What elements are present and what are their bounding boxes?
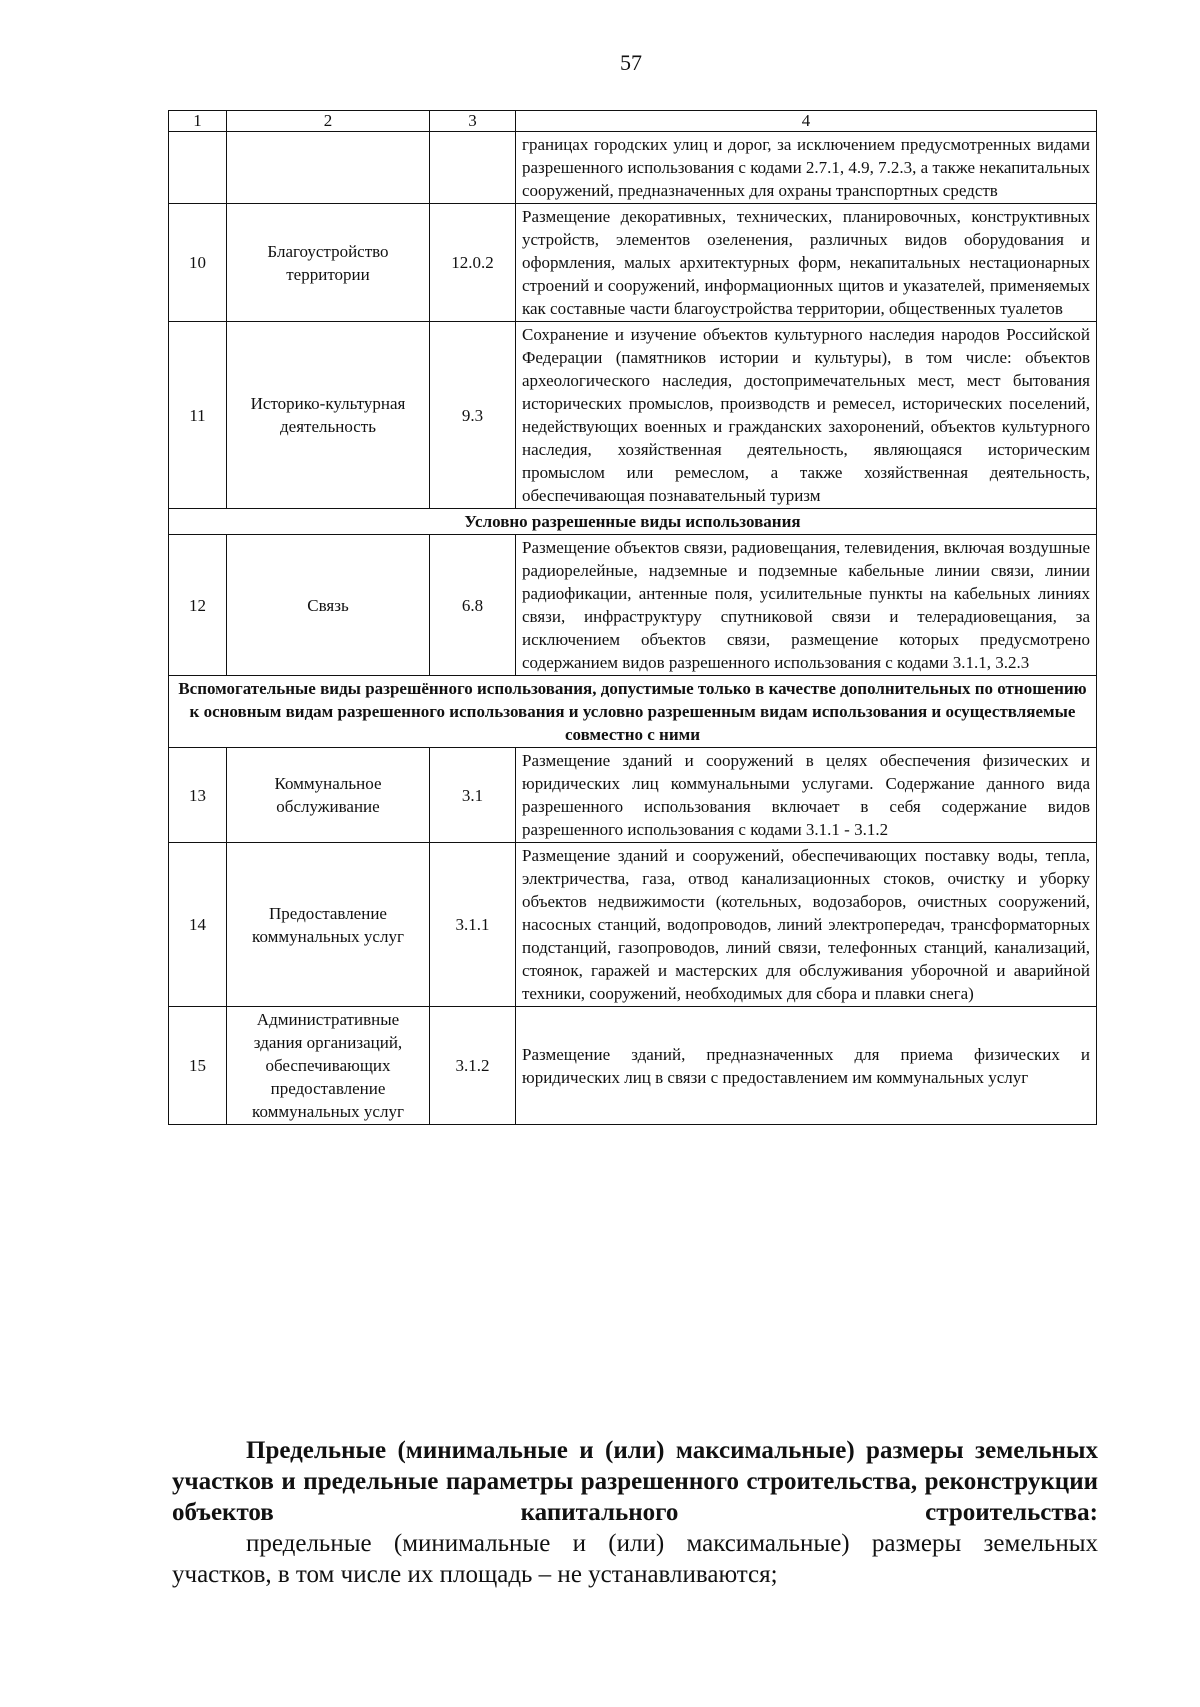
land-use-table [168, 110, 1097, 1125]
limits-heading: Предельные (минимальные и (или) максимальные) размеры земельных участков и предельные параметры разрешенного строительства, реконструкции объектов капитального строительства: [172, 1437, 1098, 1526]
use-type-code: 3.1.2 [430, 1007, 516, 1125]
use-type-code: 9.3 [430, 322, 516, 509]
use-type-code: 3.1 [430, 748, 516, 843]
use-type-code: 12.0.2 [430, 204, 516, 322]
column-header: 3 [430, 111, 516, 132]
table-row [169, 748, 1097, 843]
use-type-description: Размещение зданий, предназначенных для приема физических и юридических лиц в связи с предоставлением им коммунальных услуг [516, 1007, 1097, 1125]
table-header-row [169, 111, 1097, 132]
table-row [169, 535, 1097, 676]
column-header: 2 [227, 111, 430, 132]
table-row [169, 132, 1097, 204]
use-type-name: Административные здания организаций, обеспечивающих предоставление коммунальных услуг [227, 1007, 430, 1125]
limits-paragraph: предельные (минимальные и (или) максимальные) размеры земельных участков, в том числе их площадь – не устанавливаются; [172, 1530, 1098, 1588]
use-type-name: Благоустройство территории [227, 204, 430, 322]
use-type-description: Сохранение и изучение объектов культурного наследия народов Российской Федерации (памятников истории и культуры), в том числе: объектов археологического наследия, достопримечательных мест, мест бытования исторических промыслов, производств и ремесел, исторических поселений, недействующих военных и гражданских захоронений, объектов культурного наследия, хозяйственная деятельность, являющаяся историческим промыслом или ремеслом, а также хозяйственная деятельность, обеспечивающая познавательный туризм [516, 322, 1097, 509]
use-type-description: Размещение зданий и сооружений, обеспечивающих поставку воды, тепла, электричества, газа, отвод канализационных стоков, очистку и уборку объектов недвижимости (котельных, водозаборов, очистных сооружений, насосных станций, водопроводов, линий электропередач, трансформаторных подстанций, газопроводов, линий связи, телефонных станций, канализаций, стоянок, гаражей и мастерских для обслуживания уборочной и аварийной техники, сооружений, необходимых для сбора и плавки снега) [516, 843, 1097, 1007]
row-number: 11 [169, 322, 227, 509]
section-title-auxiliary: Вспомогательные виды разрешённого использования, допустимые только в качестве дополнительных по отношению к основным видам разрешенного использования и условно разрешенным видам использования и осуществляемые совместно с ними [169, 676, 1097, 748]
use-type-description: Размещение декоративных, технических, планировочных, конструктивных устройств, элементов озеленения, различных видов оборудования и оформления, малых архитектурных форм, некапитальных нестационарных строений и сооружений, информационных щитов и указателей, применяемых как составные части благоустройства территории, общественных туалетов [516, 204, 1097, 322]
row-number: 15 [169, 1007, 227, 1125]
use-type-description: Размещение объектов связи, радиовещания, телевидения, включая воздушные радиорелейные, надземные и подземные кабельные линии связи, линии радиофикации, антенные поля, усилительные пункты на кабельных линиях связи, инфраструктуру спутниковой связи и телерадиовещания, за исключением объектов связи, размещение которых предусмотрено содержанием видов разрешенного использования с кодами 3.1.1, 3.2.3 [516, 535, 1097, 676]
use-type-code [430, 132, 516, 204]
table-row [169, 843, 1097, 1007]
column-header: 1 [169, 111, 227, 132]
use-type-name: Историко-культурная деятельность [227, 322, 430, 509]
section-row [169, 676, 1097, 748]
table-row [169, 204, 1097, 322]
row-number [169, 132, 227, 204]
column-header: 4 [516, 111, 1097, 132]
page-number: 57 [620, 50, 642, 75]
use-type-code: 6.8 [430, 535, 516, 676]
table-row [169, 322, 1097, 509]
limits-section [172, 1435, 1098, 1590]
row-number: 12 [169, 535, 227, 676]
use-type-description: Размещение зданий и сооружений в целях обеспечения физических и юридических лиц коммунальными услугами. Содержание данного вида разрешенного использования включает в себя содержание видов разрешенного использования с кодами 3.1.1 - 3.1.2 [516, 748, 1097, 843]
table-row [169, 1007, 1097, 1125]
use-type-name [227, 132, 430, 204]
section-row [169, 509, 1097, 535]
row-number: 13 [169, 748, 227, 843]
row-number: 14 [169, 843, 227, 1007]
use-type-name: Коммунальное обслуживание [227, 748, 430, 843]
row-number: 10 [169, 204, 227, 322]
section-title-conditional: Условно разрешенные виды использования [169, 509, 1097, 535]
use-type-name: Предоставление коммунальных услуг [227, 843, 430, 1007]
use-type-code: 3.1.1 [430, 843, 516, 1007]
use-type-description: границах городских улиц и дорог, за исключением предусмотренных видами разрешенного использования с кодами 2.7.1, 4.9, 7.2.3, а также некапитальных сооружений, предназначенных для охраны транспортных средств [516, 132, 1097, 204]
use-type-name: Связь [227, 535, 430, 676]
